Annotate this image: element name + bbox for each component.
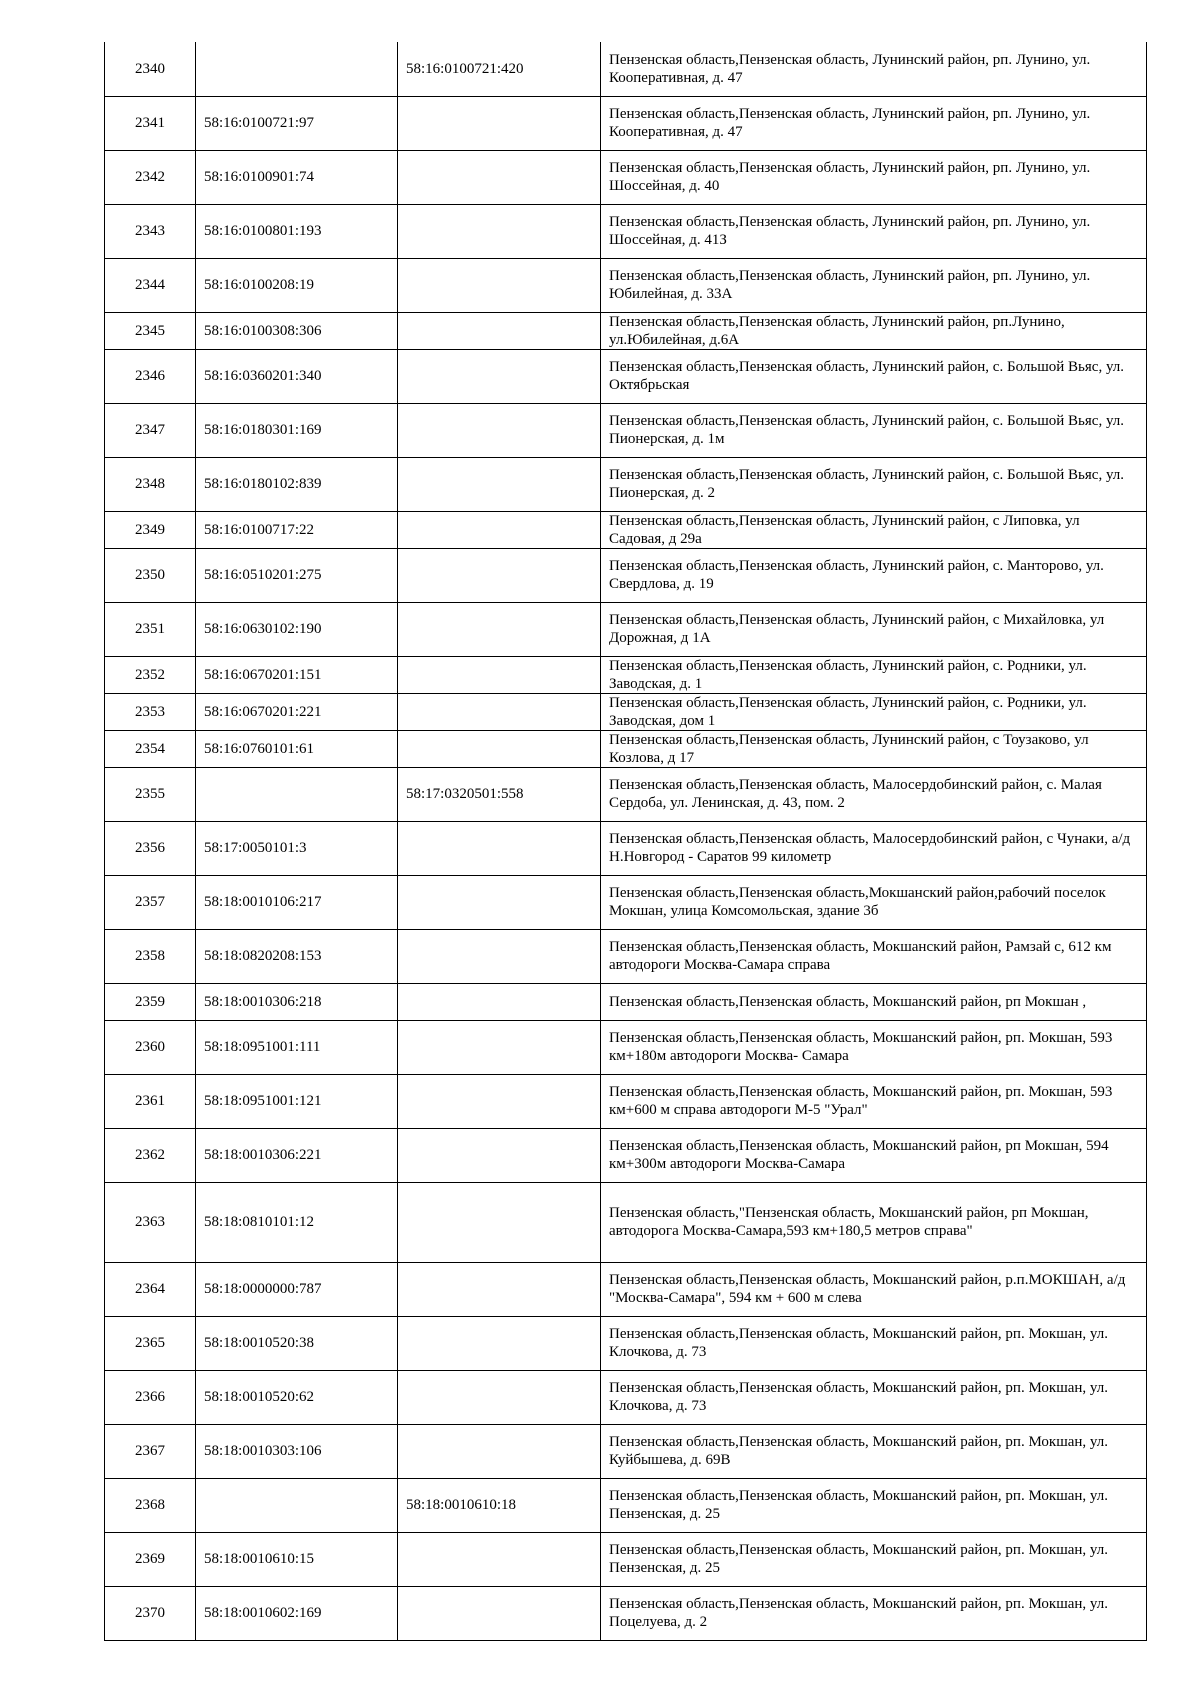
address-cell: Пензенская область,Пензенская область, Мокшанский район, рп. Мокшан, ул. Пензенская, д. 25: [601, 1478, 1147, 1532]
table-row: [105, 1074, 1147, 1128]
secondary-cadastral-number-cell: [398, 150, 601, 204]
cadastral-number-cell: 58:18:0010106:217: [196, 875, 398, 929]
cadastral-number-cell: 58:16:0670201:151: [196, 656, 398, 693]
address-cell: Пензенская область,Пензенская область, Лунинский район, с. Большой Вьяс, ул. Октябрьская: [601, 349, 1147, 403]
row-number-cell: 2347: [105, 403, 196, 457]
table-row: [105, 730, 1147, 767]
table-row: [105, 312, 1147, 349]
address-cell: Пензенская область,Пензенская область, Лунинский район, с Липовка, ул Садовая, д 29а: [601, 511, 1147, 548]
cadastral-number-cell: 58:16:0630102:190: [196, 602, 398, 656]
table-row: [105, 1478, 1147, 1532]
table-row: [105, 1532, 1147, 1586]
table-row: [105, 656, 1147, 693]
address-cell: Пензенская область,Пензенская область, Мокшанский район, рп. Мокшан, ул. Пензенская, д. 25: [601, 1532, 1147, 1586]
row-number-cell: 2366: [105, 1370, 196, 1424]
row-number-cell: 2354: [105, 730, 196, 767]
secondary-cadastral-number-cell: [398, 403, 601, 457]
secondary-cadastral-number-cell: [398, 349, 601, 403]
address-cell: Пензенская область,Пензенская область, Мокшанский район, рп. Мокшан, ул. Клочкова, д. 73: [601, 1370, 1147, 1424]
table-row: [105, 767, 1147, 821]
table-row: [105, 403, 1147, 457]
row-number-cell: 2368: [105, 1478, 196, 1532]
table-row: [105, 1586, 1147, 1640]
address-cell: Пензенская область,"Пензенская область, Мокшанский район, рп Мокшан, автодорога Москва-Самара,593 км+180,5 метров справа": [601, 1182, 1147, 1262]
row-number-cell: 2351: [105, 602, 196, 656]
table-row: [105, 1020, 1147, 1074]
row-number-cell: 2365: [105, 1316, 196, 1370]
cadastral-number-cell: 58:16:0180102:839: [196, 457, 398, 511]
address-cell: Пензенская область,Пензенская область, Лунинский район, рп. Лунино, ул. Шоссейная, д. 40: [601, 150, 1147, 204]
cadastral-number-cell: 58:18:0010303:106: [196, 1424, 398, 1478]
secondary-cadastral-number-cell: [398, 1424, 601, 1478]
address-cell: Пензенская область,Пензенская область, Лунинский район, с. Родники, ул. Заводская, д. 1: [601, 656, 1147, 693]
table-row: [105, 204, 1147, 258]
cadastral-number-cell: 58:16:0670201:221: [196, 693, 398, 730]
row-number-cell: 2341: [105, 96, 196, 150]
secondary-cadastral-number-cell: [398, 602, 601, 656]
address-cell: Пензенская область,Пензенская область, Мокшанский район, Рамзай с, 612 км автодороги Москва-Самара справа: [601, 929, 1147, 983]
cadastral-number-cell: 58:16:0100308:306: [196, 312, 398, 349]
secondary-cadastral-number-cell: 58:17:0320501:558: [398, 767, 601, 821]
cadastral-number-cell: 58:18:0010306:221: [196, 1128, 398, 1182]
cadastral-number-cell: 58:18:0000000:787: [196, 1262, 398, 1316]
table-row: [105, 1182, 1147, 1262]
secondary-cadastral-number-cell: [398, 511, 601, 548]
registry-table-body: [105, 42, 1147, 1640]
cadastral-number-cell: 58:16:0100721:97: [196, 96, 398, 150]
row-number-cell: 2350: [105, 548, 196, 602]
row-number-cell: 2370: [105, 1586, 196, 1640]
row-number-cell: 2348: [105, 457, 196, 511]
row-number-cell: 2353: [105, 693, 196, 730]
address-cell: Пензенская область,Пензенская область,Мокшанский район,рабочий поселок Мокшан, улица Комсомольская, здание 3б: [601, 875, 1147, 929]
address-cell: Пензенская область,Пензенская область, Лунинский район, рп. Лунино, ул. Кооперативная, д. 47: [601, 96, 1147, 150]
table-row: [105, 258, 1147, 312]
cadastral-number-cell: 58:17:0050101:3: [196, 821, 398, 875]
row-number-cell: 2364: [105, 1262, 196, 1316]
cadastral-number-cell: 58:18:0951001:111: [196, 1020, 398, 1074]
row-number-cell: 2361: [105, 1074, 196, 1128]
secondary-cadastral-number-cell: 58:16:0100721:420: [398, 42, 601, 96]
row-number-cell: 2356: [105, 821, 196, 875]
table-row: [105, 929, 1147, 983]
row-number-cell: 2358: [105, 929, 196, 983]
secondary-cadastral-number-cell: [398, 96, 601, 150]
address-cell: Пензенская область,Пензенская область, Мокшанский район, р.п.МОКШАН, а/д "Москва-Самара", 594 км + 600 м слева: [601, 1262, 1147, 1316]
secondary-cadastral-number-cell: [398, 821, 601, 875]
row-number-cell: 2367: [105, 1424, 196, 1478]
row-number-cell: 2363: [105, 1182, 196, 1262]
secondary-cadastral-number-cell: [398, 1020, 601, 1074]
address-cell: Пензенская область,Пензенская область, Лунинский район, рп. Лунино, ул. Кооперативная, д. 47: [601, 42, 1147, 96]
cadastral-number-cell: 58:18:0010610:15: [196, 1532, 398, 1586]
table-row: [105, 150, 1147, 204]
secondary-cadastral-number-cell: 58:18:0010610:18: [398, 1478, 601, 1532]
cadastral-number-cell: 58:18:0010520:62: [196, 1370, 398, 1424]
table-row: [105, 1424, 1147, 1478]
table-row: [105, 693, 1147, 730]
secondary-cadastral-number-cell: [398, 1182, 601, 1262]
row-number-cell: 2344: [105, 258, 196, 312]
secondary-cadastral-number-cell: [398, 656, 601, 693]
cadastral-number-cell: [196, 42, 398, 96]
address-cell: Пензенская область,Пензенская область, Мокшанский район, рп. Мокшан, 593 км+600 м справа автодороги М-5 "Урал": [601, 1074, 1147, 1128]
secondary-cadastral-number-cell: [398, 1074, 601, 1128]
cadastral-number-cell: 58:18:0820208:153: [196, 929, 398, 983]
secondary-cadastral-number-cell: [398, 730, 601, 767]
table-row: [105, 42, 1147, 96]
address-cell: Пензенская область,Пензенская область, Лунинский район, рп. Лунино, ул. Шоссейная, д. 41З: [601, 204, 1147, 258]
cadastral-number-cell: [196, 767, 398, 821]
table-row: [105, 1316, 1147, 1370]
secondary-cadastral-number-cell: [398, 457, 601, 511]
address-cell: Пензенская область,Пензенская область, Лунинский район, с. Родники, ул. Заводская, дом 1: [601, 693, 1147, 730]
registry-table: [104, 42, 1147, 1641]
cadastral-number-cell: 58:18:0810101:12: [196, 1182, 398, 1262]
secondary-cadastral-number-cell: [398, 1128, 601, 1182]
row-number-cell: 2360: [105, 1020, 196, 1074]
table-row: [105, 875, 1147, 929]
table-row: [105, 349, 1147, 403]
row-number-cell: 2343: [105, 204, 196, 258]
cadastral-number-cell: 58:18:0010602:169: [196, 1586, 398, 1640]
secondary-cadastral-number-cell: [398, 204, 601, 258]
address-cell: Пензенская область,Пензенская область, Мокшанский район, рп Мокшан, 594 км+300м автодороги Москва-Самара: [601, 1128, 1147, 1182]
cadastral-number-cell: 58:16:0100717:22: [196, 511, 398, 548]
cadastral-number-cell: 58:18:0951001:121: [196, 1074, 398, 1128]
address-cell: Пензенская область,Пензенская область, Мокшанский район, рп. Мокшан, 593 км+180м автодороги Москва- Самара: [601, 1020, 1147, 1074]
table-row: [105, 821, 1147, 875]
secondary-cadastral-number-cell: [398, 548, 601, 602]
address-cell: Пензенская область,Пензенская область, Мокшанский район, рп. Мокшан, ул. Поцелуева, д. 2: [601, 1586, 1147, 1640]
address-cell: Пензенская область,Пензенская область, Лунинский район, с. Большой Вьяс, ул. Пионерская, д. 2: [601, 457, 1147, 511]
secondary-cadastral-number-cell: [398, 312, 601, 349]
row-number-cell: 2369: [105, 1532, 196, 1586]
table-row: [105, 1370, 1147, 1424]
row-number-cell: 2362: [105, 1128, 196, 1182]
address-cell: Пензенская область,Пензенская область, Лунинский район, рп.Лунино, ул.Юбилейная, д.6А: [601, 312, 1147, 349]
address-cell: Пензенская область,Пензенская область, Лунинский район, с. Манторово, ул. Свердлова, д. 19: [601, 548, 1147, 602]
cadastral-number-cell: 58:16:0360201:340: [196, 349, 398, 403]
table-row: [105, 511, 1147, 548]
row-number-cell: 2342: [105, 150, 196, 204]
address-cell: Пензенская область,Пензенская область, Мокшанский район, рп Мокшан ,: [601, 983, 1147, 1020]
cadastral-number-cell: 58:18:0010306:218: [196, 983, 398, 1020]
table-row: [105, 96, 1147, 150]
cadastral-number-cell: 58:16:0180301:169: [196, 403, 398, 457]
row-number-cell: 2355: [105, 767, 196, 821]
table-row: [105, 548, 1147, 602]
address-cell: Пензенская область,Пензенская область, Мокшанский район, рп. Мокшан, ул. Клочкова, д. 73: [601, 1316, 1147, 1370]
secondary-cadastral-number-cell: [398, 258, 601, 312]
cadastral-number-cell: 58:16:0510201:275: [196, 548, 398, 602]
cadastral-number-cell: 58:16:0760101:61: [196, 730, 398, 767]
cadastral-number-cell: [196, 1478, 398, 1532]
secondary-cadastral-number-cell: [398, 875, 601, 929]
cadastral-number-cell: 58:18:0010520:38: [196, 1316, 398, 1370]
address-cell: Пензенская область,Пензенская область, Лунинский район, с Тоузаково, ул Козлова, д 17: [601, 730, 1147, 767]
address-cell: Пензенская область,Пензенская область, Малосердобинский район, с Чунаки, а/д Н.Новгород - Саратов 99 километр: [601, 821, 1147, 875]
address-cell: Пензенская область,Пензенская область, Мокшанский район, рп. Мокшан, ул. Куйбышева, д. 69В: [601, 1424, 1147, 1478]
table-row: [105, 1262, 1147, 1316]
row-number-cell: 2349: [105, 511, 196, 548]
row-number-cell: 2340: [105, 42, 196, 96]
row-number-cell: 2346: [105, 349, 196, 403]
secondary-cadastral-number-cell: [398, 1370, 601, 1424]
row-number-cell: 2345: [105, 312, 196, 349]
table-row: [105, 602, 1147, 656]
cadastral-number-cell: 58:16:0100901:74: [196, 150, 398, 204]
row-number-cell: 2352: [105, 656, 196, 693]
secondary-cadastral-number-cell: [398, 929, 601, 983]
table-row: [105, 1128, 1147, 1182]
secondary-cadastral-number-cell: [398, 1262, 601, 1316]
cadastral-number-cell: 58:16:0100801:193: [196, 204, 398, 258]
address-cell: Пензенская область,Пензенская область, Лунинский район, с. Большой Вьяс, ул. Пионерская, д. 1м: [601, 403, 1147, 457]
table-row: [105, 983, 1147, 1020]
table-row: [105, 457, 1147, 511]
secondary-cadastral-number-cell: [398, 693, 601, 730]
address-cell: Пензенская область,Пензенская область, Лунинский район, с Михайловка, ул Дорожная, д 1А: [601, 602, 1147, 656]
secondary-cadastral-number-cell: [398, 1316, 601, 1370]
secondary-cadastral-number-cell: [398, 1586, 601, 1640]
secondary-cadastral-number-cell: [398, 983, 601, 1020]
row-number-cell: 2357: [105, 875, 196, 929]
address-cell: Пензенская область,Пензенская область, Малосердобинский район, с. Малая Сердоба, ул. Ленинская, д. 43, пом. 2: [601, 767, 1147, 821]
secondary-cadastral-number-cell: [398, 1532, 601, 1586]
row-number-cell: 2359: [105, 983, 196, 1020]
address-cell: Пензенская область,Пензенская область, Лунинский район, рп. Лунино, ул. Юбилейная, д. 33А: [601, 258, 1147, 312]
cadastral-number-cell: 58:16:0100208:19: [196, 258, 398, 312]
